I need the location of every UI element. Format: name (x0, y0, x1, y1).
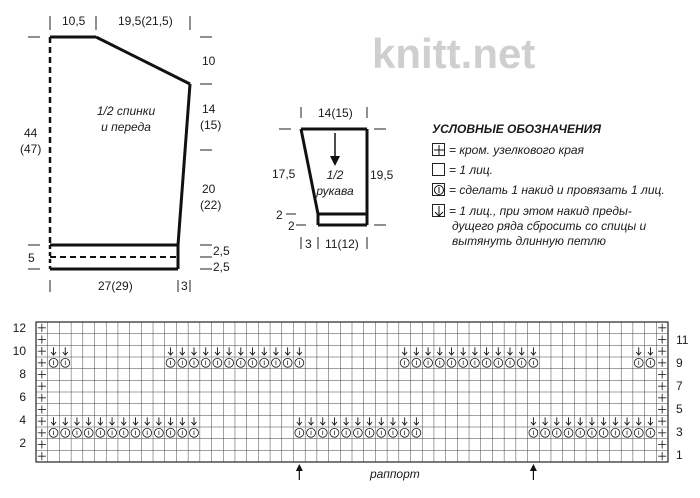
body-left-rib: 5 (28, 251, 35, 265)
repeat-marker-arrow (296, 464, 303, 471)
row-number-left: 6 (19, 390, 26, 404)
row-number-right: 11 (676, 333, 689, 347)
row-number-right: 9 (676, 356, 683, 370)
body-top-right-width: 19,5(21,5) (118, 14, 173, 28)
body-right-low2: (22) (200, 198, 222, 212)
legend-drop-text-3: вытянуть длинную петлю (452, 234, 606, 248)
row-number-left: 4 (19, 413, 26, 427)
body-bottom-small: 3 (181, 279, 188, 293)
sleeve-rib-b: 2 (288, 219, 295, 233)
sleeve-title-line2: рукава (316, 184, 354, 198)
row-number-left: 8 (19, 367, 26, 381)
sleeve-title-line1: 1/2 (326, 168, 344, 182)
body-left-height1: 44 (24, 126, 38, 140)
sleeve-top-width: 14(15) (318, 106, 353, 120)
sleeve-bottom-width: 11(12) (325, 237, 359, 251)
row-number-left: 10 (12, 344, 26, 358)
body-title-line2: и переда (101, 120, 151, 134)
body-bottom-width: 27(29) (98, 279, 133, 293)
body-rib-b: 2,5 (213, 260, 230, 274)
legend-drop-text-2: дущего ряда сбросить со спицы и (452, 219, 647, 233)
sleeve-rib-a: 2 (276, 208, 283, 222)
legend-drop-text-1: = 1 лиц., при этом накид преды- (449, 204, 632, 218)
legend-yarn-over-text: = сделать 1 накид и провязать 1 лиц. (449, 183, 665, 197)
legend-knit-text: = 1 лиц. (449, 163, 493, 177)
body-right-mid2: (15) (200, 118, 222, 132)
body-title-line1: 1/2 спинки (96, 104, 156, 118)
sleeve-right-height: 19,5 (370, 168, 394, 182)
sleeve-left-height: 17,5 (272, 167, 296, 181)
watermark: knitt.net (372, 30, 536, 77)
body-right-top: 10 (202, 54, 216, 68)
body-right-mid1: 14 (202, 102, 216, 116)
row-number-left: 12 (12, 321, 26, 335)
body-rib-a: 2,5 (213, 244, 230, 258)
legend-title: УСЛОВНЫЕ ОБОЗНАЧЕНИЯ (432, 122, 602, 136)
legend-edge-text: = кром. узелкового края (449, 143, 584, 157)
row-number-left: 2 (19, 436, 26, 450)
body-top-left-width: 10,5 (62, 14, 86, 28)
row-number-right: 7 (676, 379, 683, 393)
repeat-marker-arrow (530, 464, 537, 471)
sleeve-bottom-left: 3 (305, 237, 312, 251)
body-right-low1: 20 (202, 182, 216, 196)
row-number-right: 3 (676, 425, 683, 439)
row-number-right: 1 (676, 448, 683, 462)
body-left-height2: (47) (20, 142, 42, 156)
repeat-label: раппорт (370, 467, 420, 481)
row-number-right: 5 (676, 402, 683, 416)
